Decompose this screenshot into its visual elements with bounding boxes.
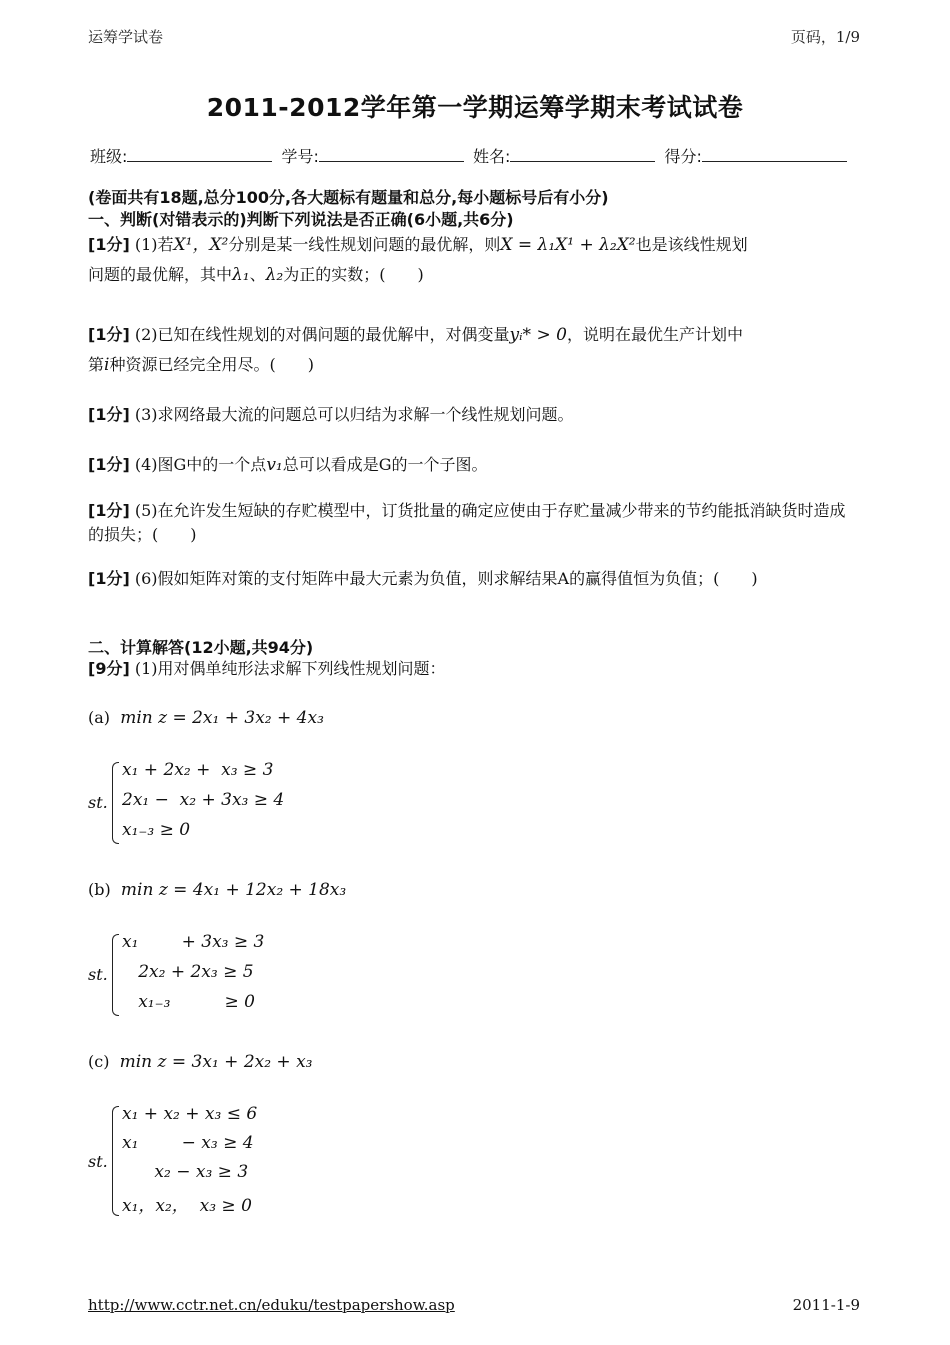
exam-title: 2011-2012学年第一学期运筹学期末考试试卷 <box>206 93 744 122</box>
header-page-number: 页码，1/9 <box>790 28 860 46</box>
points: [1分] <box>88 501 130 520</box>
constraint: x₁ + 2x₂ + x₃ ≥ 3 <box>122 760 274 780</box>
st-label: st. <box>88 1152 108 1171</box>
section2-heading: 二、计算解答(12小题,共94分) <box>88 638 314 657</box>
left-brace <box>112 762 119 844</box>
question-text: (1)用对偶单纯形法求解下列线性规划问题： <box>134 659 446 678</box>
question-text: (3)求网络最大流的问题总可以归结为求解一个线性规划问题。 <box>134 405 574 424</box>
question-text: (6)假如矩阵对策的支付矩阵中最大元素为负值，则求解结果A的赢得值恒为负值；( ) <box>134 569 758 588</box>
question-text: ，说明在最优生产计划中 <box>566 325 743 344</box>
points: [1分] <box>88 325 130 344</box>
math-i: i <box>104 355 110 375</box>
id-field[interactable] <box>319 147 464 162</box>
problem-label: (c) <box>88 1052 110 1071</box>
separator: 、 <box>249 265 266 284</box>
st-label: st. <box>88 793 108 812</box>
question-1-1 <box>88 230 858 290</box>
math-dual-variable: yᵢ* > 0 <box>509 325 567 345</box>
math-x2: X² <box>209 235 229 255</box>
left-brace <box>112 1106 119 1216</box>
question-text: (5)在允许发生短缺的存贮模型中，订货批量的确定应使由于存贮量减少带来的节约能抵消缺货时造成的损失；( ) <box>88 501 846 544</box>
section1-heading: 一、判断(对错表示的)判断下列说法是否正确(6小题,共6分) <box>88 210 514 229</box>
constraint: x₁₋₃ ≥ 0 <box>122 992 255 1012</box>
objective-function: min z = 4x₁ + 12x₂ + 18x₃ <box>120 880 347 900</box>
problem-c-constraints <box>88 1104 388 1219</box>
question-text: (4)图G中的一个点 <box>134 455 267 474</box>
constraint: x₁ − x₃ ≥ 4 <box>122 1133 254 1153</box>
points: [1分] <box>88 455 130 474</box>
problem-label: (a) <box>88 708 111 727</box>
left-brace <box>112 934 119 1016</box>
constraint: x₁ + 3x₃ ≥ 3 <box>122 932 265 952</box>
exam-note: (卷面共有18题,总分100分,各大题标有题量和总分,每小题标号后有小分) <box>88 188 609 207</box>
question-1-6 <box>88 567 858 591</box>
name-field[interactable] <box>510 147 655 162</box>
question-text: 也是该线性规划 <box>635 235 748 254</box>
constraint: 2x₁ − x₂ + 3x₃ ≥ 4 <box>122 790 285 810</box>
question-1-5 <box>88 499 858 547</box>
problem-c-objective <box>88 1052 313 1072</box>
score-label: 得分: <box>664 147 702 166</box>
problem-b-objective <box>88 880 346 900</box>
question-2-1 <box>88 654 858 683</box>
objective-function: min z = 2x₁ + 3x₂ + 4x₃ <box>120 708 324 728</box>
math-lambda2: λ₂ <box>265 265 284 285</box>
math-v1: v₁ <box>266 455 283 475</box>
constraint: x₁₋₃ ≥ 0 <box>122 820 191 840</box>
st-label: st. <box>88 965 108 984</box>
question-text: (1)若 <box>134 235 174 254</box>
points: [1分] <box>88 235 130 254</box>
question-text: 分别是某一线性规划问题的最优解，则 <box>228 235 501 254</box>
math-x1: X¹， <box>173 235 210 255</box>
objective-function: min z = 3x₁ + 2x₂ + x₃ <box>119 1052 313 1072</box>
problem-b-constraints <box>88 932 388 1022</box>
id-label: 学号: <box>281 147 319 166</box>
problem-label: (b) <box>88 880 111 899</box>
score-field[interactable] <box>702 147 847 162</box>
class-label: 班级: <box>90 147 128 166</box>
points: [9分] <box>88 659 130 678</box>
problem-a-constraints <box>88 760 388 850</box>
math-lambda1: λ₁ <box>232 265 250 285</box>
question-1-2 <box>88 320 858 380</box>
footer-url-link[interactable]: http://www.cctr.net.cn/eduku/testpapershow.asp <box>88 1296 455 1314</box>
student-info-row <box>90 144 851 167</box>
problem-a-objective <box>88 708 324 728</box>
question-text: 第 <box>88 355 105 374</box>
name-label: 姓名: <box>473 147 511 166</box>
points: [1分] <box>88 405 130 424</box>
points: [1分] <box>88 569 130 588</box>
constraint: x₁ + x₂ + x₃ ≤ 6 <box>122 1104 258 1124</box>
header-left: 运筹学试卷 <box>88 28 164 46</box>
class-field[interactable] <box>127 147 272 162</box>
footer-date: 2011-1-9 <box>792 1296 860 1314</box>
question-1-4 <box>88 450 858 480</box>
question-1-3 <box>88 400 858 429</box>
constraint: 2x₂ + 2x₃ ≥ 5 <box>122 962 254 982</box>
question-text: 种资源已经完全用尽。( ) <box>109 355 314 374</box>
math-formula: X = λ₁X¹ + λ₂X² <box>500 235 636 255</box>
question-text: 问题的最优解，其中 <box>88 265 233 284</box>
question-text: 总可以看成是G的一个子图。 <box>282 455 488 474</box>
constraint: x₁，x₂， x₃ ≥ 0 <box>122 1196 252 1216</box>
constraint: x₂ − x₃ ≥ 3 <box>122 1162 249 1182</box>
question-text: (2)已知在线性规划的对偶问题的最优解中，对偶变量 <box>134 325 510 344</box>
question-text: 为正的实数；( ) <box>283 265 424 284</box>
